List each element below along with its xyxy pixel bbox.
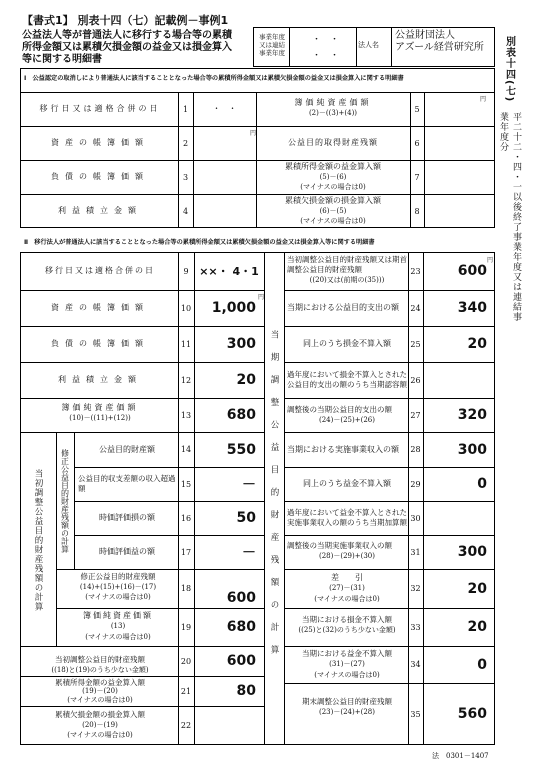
field-input[interactable] (424, 126, 494, 160)
row17-value[interactable]: － (242, 545, 256, 561)
row28-value[interactable]: 300 (457, 441, 487, 458)
form-label: 【書式1】 別表十四（七）記載例－事例1 (22, 14, 229, 27)
title-line-3: 等に関する明細書 (22, 54, 102, 65)
field-input[interactable] (193, 126, 256, 160)
title-line-2: 所得金額又は累積欠損金額の益金又は損金算入 (22, 42, 232, 53)
field-label: 移行日又は適格合併の日 (39, 104, 161, 113)
middle-vertical-label: 当期調整公益目的財産残額の計算 (269, 330, 279, 668)
field-input[interactable] (193, 160, 256, 194)
row29-value[interactable]: 0 (477, 476, 487, 492)
section1-heading: Ⅰ 公益認定の取消しにより普通法人に該当することとなった場合等の累積所得金額又は累積欠損金額の益金又は損金算入に関する明細書 (24, 75, 404, 82)
corp-name-field[interactable]: 公益財団法人 アズール経営研究所 (395, 30, 484, 53)
year-label: 事業年度 又は連結 事業年度 (259, 33, 285, 57)
group-outer-label: 当初調整公益目的財産残額の計算 (33, 468, 43, 612)
row30-value[interactable] (423, 501, 495, 535)
row32-value[interactable]: 20 (467, 580, 487, 597)
title-line-1: 公益法人等が普通法人に移行する場合等の累積 (22, 30, 232, 41)
field-input[interactable] (193, 194, 256, 228)
row11-value[interactable]: 300 (226, 336, 256, 352)
row31-value[interactable]: 300 (457, 544, 487, 560)
row13-value[interactable]: 680 (226, 407, 256, 423)
side-note: 平二十二・四・一以後終了事業年度又は連結事業年度分 (498, 112, 521, 322)
row10-value[interactable]: 1,000 (211, 300, 256, 316)
row15-value[interactable]: － (242, 477, 256, 493)
row21-value[interactable]: 80 (236, 683, 256, 699)
row24-value[interactable]: 340 (457, 300, 487, 316)
row34-value[interactable]: 0 (477, 656, 487, 673)
row23-value[interactable]: 600 (457, 263, 487, 279)
field-input[interactable]: ・ ・ (212, 104, 237, 113)
row33-value[interactable]: 20 (467, 619, 487, 635)
row14-value[interactable]: 550 (226, 441, 256, 458)
row22-value[interactable] (194, 706, 264, 745)
corp-name-label: 法人名 (358, 41, 379, 49)
row20-value[interactable]: 600 (226, 653, 256, 669)
row9-label: 移行日又は適格合併の日 (45, 266, 155, 275)
row35-value[interactable]: 560 (457, 706, 487, 722)
side-form-number: 別表十四(七) (503, 35, 515, 103)
row9-value[interactable]: ××・ 4・1 (199, 265, 259, 278)
group-inner-label: 修正公益目的財産残額の計算 (60, 448, 70, 553)
row26-value[interactable] (423, 362, 495, 398)
section2-heading: Ⅱ 移行法人が普通法人に該当することとなった場合等の累積所得金額又は累積欠損金額の益金又は損金算入等に関する明細書 (24, 239, 375, 246)
field-input[interactable] (424, 194, 494, 228)
row12-value[interactable]: 20 (236, 372, 256, 388)
row16-value[interactable]: 50 (236, 510, 256, 526)
row27-value[interactable]: 320 (457, 407, 487, 423)
row19-value[interactable]: 680 (226, 619, 256, 635)
footer-code: 法 0301－1407 (432, 752, 489, 760)
form-title (22, 30, 262, 66)
year-field[interactable]: ・ ・ ・ ・ (312, 35, 340, 61)
row25-value[interactable]: 20 (467, 336, 487, 352)
field-input[interactable] (424, 92, 494, 126)
row18-value[interactable]: 600 (226, 590, 256, 606)
field-input[interactable] (424, 160, 494, 194)
